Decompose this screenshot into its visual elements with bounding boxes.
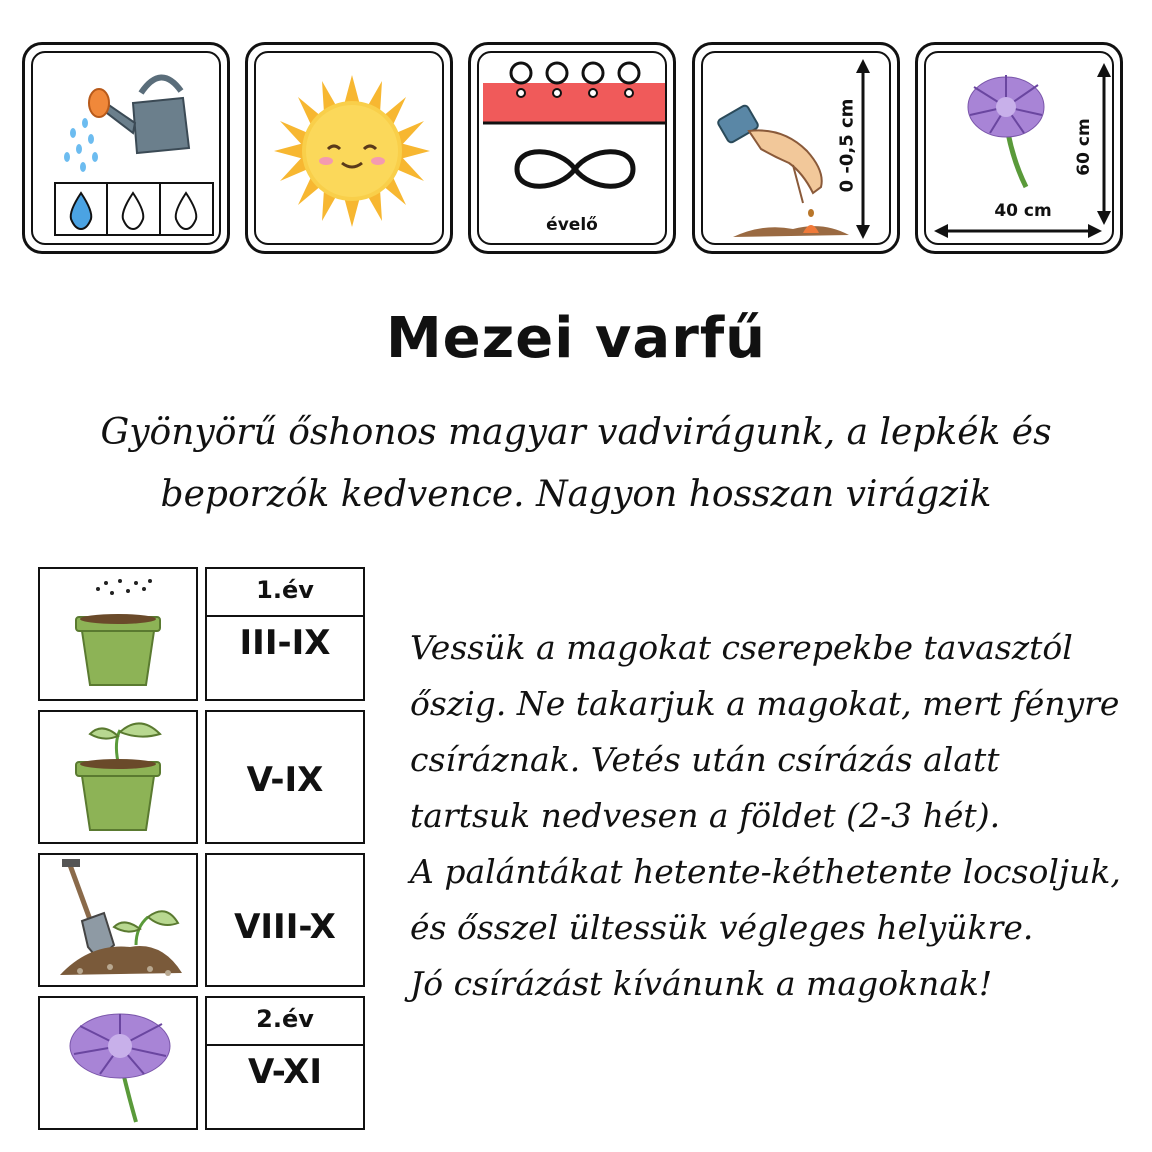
schedule-image-cell xyxy=(38,567,198,701)
lifecycle-card xyxy=(468,42,676,254)
plant-size-card xyxy=(915,42,1123,254)
shovel-planting-icon xyxy=(40,855,196,985)
seedling-pot-icon xyxy=(40,712,196,842)
watering-can-icon xyxy=(33,53,221,245)
period-label: III-IX xyxy=(239,623,331,663)
schedule-period-cell xyxy=(205,996,365,1130)
schedule-image-cell xyxy=(38,853,198,987)
period-label: V-XI xyxy=(247,1052,323,1092)
period-label: VIII-X xyxy=(234,907,336,947)
sun-card xyxy=(245,42,453,254)
depth-label: 0 -0,5 cm xyxy=(836,98,858,193)
year-label: 1.év xyxy=(207,569,363,617)
period-label: V-IX xyxy=(246,760,324,800)
schedule-period-cell xyxy=(205,710,365,844)
sowing-depth-card xyxy=(692,42,900,254)
watering-card xyxy=(22,42,230,254)
width-label: 40 cm xyxy=(994,201,1052,221)
schedule-period-cell xyxy=(205,567,365,701)
page-title: Mezei varfű xyxy=(385,306,767,371)
hand-sowing-icon xyxy=(703,53,891,245)
height-label: 60 cm xyxy=(1074,118,1094,176)
schedule-period-cell xyxy=(205,853,365,987)
page-subtitle: Gyönyörű őshonos magyar vadvirágunk, a lepkék és beporzók kedvence. Nagyon hosszan virágzik xyxy=(100,412,1052,515)
sun-icon xyxy=(256,53,444,245)
sowing-instructions: Vessük a magokat cserepekbe tavasztól őszig. Ne takarjuk a magokat, mert fényre csíráznak. Vetés után csírázás alatt tartsuk nedvesen a földet (2-3 hét). A palántákat hetente-kéthetente locsoljuk, és ősszel ültessük végleges helyükre. Jó csírázást kívánunk a magoknak! xyxy=(410,628,1121,1003)
flower-bloom-icon xyxy=(40,998,196,1128)
schedule-image-cell xyxy=(38,996,198,1130)
lifecycle-label: évelő xyxy=(546,215,598,235)
seed-pot-icon xyxy=(40,569,196,699)
schedule-image-cell xyxy=(38,710,198,844)
year-label: 2.év xyxy=(207,998,363,1046)
